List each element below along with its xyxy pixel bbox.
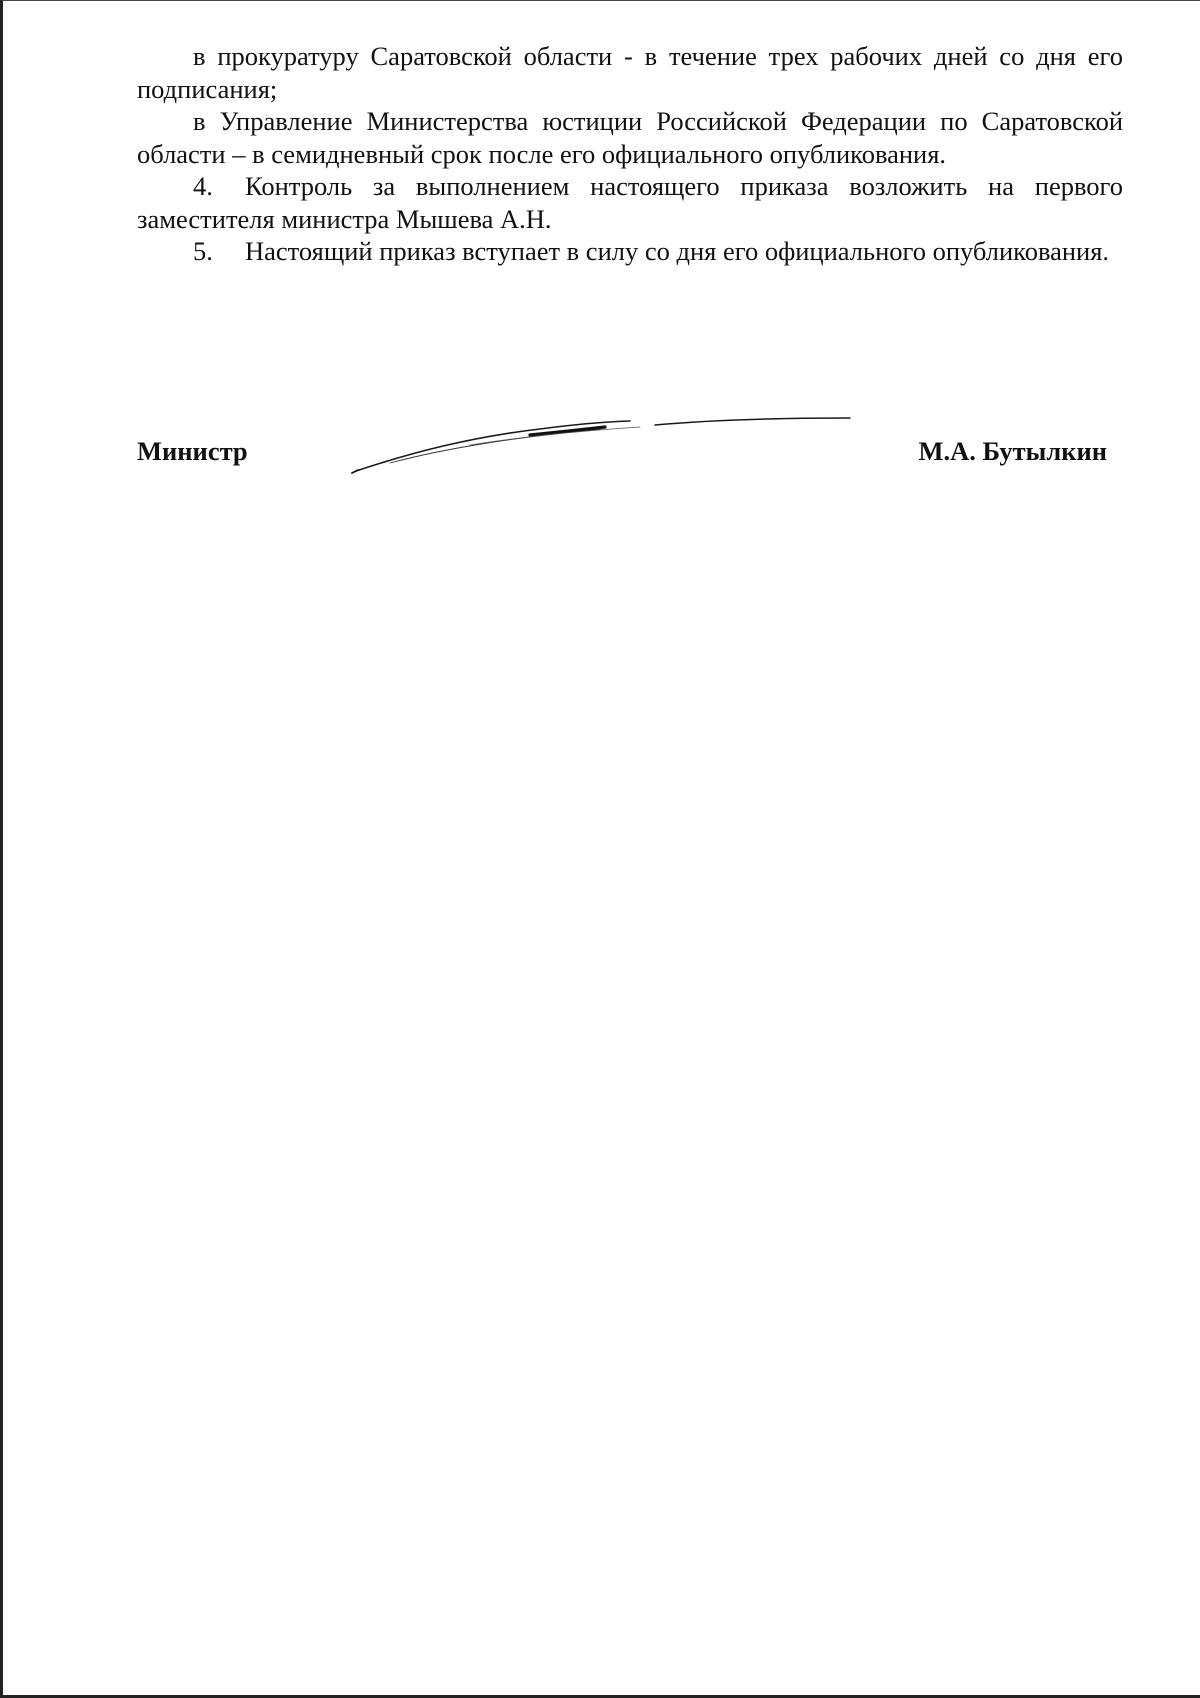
clause-5-text: Настоящий приказ вступает в силу со дня его официального опубликования.: [245, 236, 1110, 266]
paragraph-prosecutor: в прокуратуру Саратовской области - в течение трех рабочих дней со дня его подписания;: [137, 41, 1123, 104]
signature-block: [137, 430, 1107, 480]
clause-5-number: 5.: [193, 236, 213, 266]
signatory-position: Министр: [137, 436, 248, 466]
document-body: [137, 40, 1123, 268]
clause-4-text: Контроль за выполнением настоящего приказа возложить на первого заместителя министра Мышева А.Н.: [137, 171, 1123, 234]
clause-4: [137, 170, 1123, 235]
clause-5: [137, 235, 1123, 268]
paragraph-ministry-justice: в Управление Министерства юстиции Российской Федерации по Саратовской области – в семидневный срок после его официального опубликования.: [137, 106, 1123, 169]
clause-4-number: 4.: [193, 171, 213, 201]
signatory-name: М.А. Бутылкин: [918, 436, 1107, 466]
